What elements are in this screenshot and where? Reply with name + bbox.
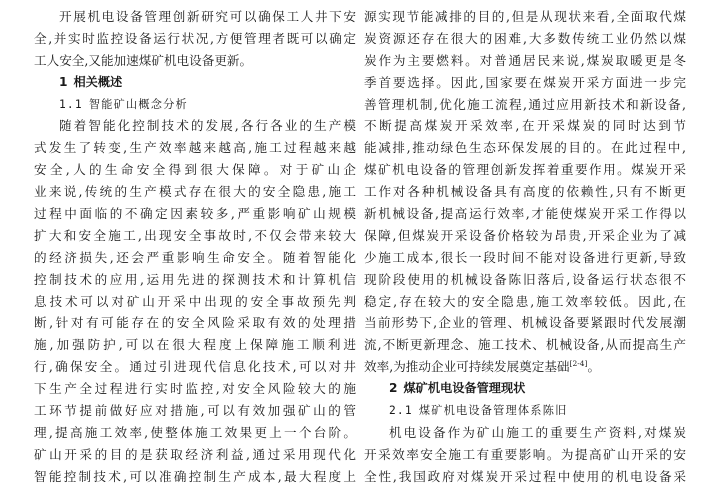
section-title: 相关概述 xyxy=(73,74,123,89)
body-text-line: 开展机电设备管理创新研究可以确保工人井下安 xyxy=(59,9,356,24)
body-text-line: 工环节提前做好应对措施,可以有效加强矿山的管 xyxy=(34,403,356,419)
body-text-line: 现阶段使用的机械设备陈旧落后,设备运行状态很不 xyxy=(364,271,686,287)
body-text-line: 智能控制技术,可以准确控制生产成本,最大程度上 xyxy=(34,468,356,484)
subsection-title: 智能矿山概念分析 xyxy=(88,97,188,111)
section-number: 2 xyxy=(389,381,398,396)
body-text-line: 行,确保安全。通过引进现代信息化技术,可以对井 xyxy=(34,359,356,375)
body-text-line: 施,加强防护,可以在很大程度上保障施工顺利进 xyxy=(34,337,356,353)
subsection-title: 煤矿机电设备管理体系陈旧 xyxy=(418,404,568,418)
body-text-line: 炭资源还存在很大的困难,大多数传统工业仍然以煤 xyxy=(364,30,686,46)
body-text: 。 xyxy=(587,359,601,375)
body-text-line: 善管理机制,优化施工流程,通过应用新技术和新设备, xyxy=(364,96,686,112)
subsection-heading-2-1 xyxy=(364,400,686,422)
body-text-line: 式发生了转变,生产效率越来越高,施工过程越来越 xyxy=(34,140,356,156)
body-text-line: 全性,我国政府对煤炭开采过程中使用的机电设备采 xyxy=(364,468,686,484)
body-text-line: 保障,但煤炭开采设备价格较为昂贵,开采企业为了减 xyxy=(364,227,686,243)
body-text-line: 随着智能化控制技术的发展,各行各业的生产模 xyxy=(59,118,356,134)
body-text-line: 安全,人的生命安全得到很大保障。对于矿山企 xyxy=(34,162,356,178)
body-text-line: 息技术可以对矿山开采中出现的安全事故预先判 xyxy=(34,293,356,309)
body-text-line: 工人安全,又能加速煤矿机电设备更新。 xyxy=(34,52,253,68)
body-text-line: 稳定,存在较大的安全隐患,施工效率较低。因此,在 xyxy=(364,293,686,309)
body-text-line: 流,不断更新理念、施工技术、机械设备,从而提高生产 xyxy=(364,337,686,353)
body-text-line: 全,并实时监控设备运行状况,方便管理者既可以确定 xyxy=(34,30,356,46)
body-text-line: 断,针对有可能存在的安全风险采取有效的处理措 xyxy=(34,315,356,331)
body-text-line: 不断提高煤炭开采效率,在开采煤炭的同时达到节 xyxy=(364,118,686,134)
body-text-line-with-citation xyxy=(364,356,686,378)
body-text-line: 矿山开采的目的是获取经济利益,通过采用现代化 xyxy=(34,446,356,462)
body-text-line: 机电设备作为矿山施工的重要生产资料,对煤炭 xyxy=(389,424,686,440)
body-text-line: 当前形势下,企业的管理、机械设备要紧跟时代发展潮 xyxy=(364,315,686,331)
body-text-line: 源实现节能减排的目的,但是从现状来看,全面取代煤 xyxy=(364,9,686,24)
citation-ref: [2-4] xyxy=(569,359,588,369)
subsection-number: 2.1 xyxy=(389,404,413,418)
body-text-line: 少施工成本,很长一段时间不能对设备进行更新,导致 xyxy=(364,249,686,265)
section-heading-2 xyxy=(364,378,686,400)
body-text-line: 过程中面临的不确定因素较多,严重影响矿山规模 xyxy=(34,206,356,222)
body-text-line: 下生产全过程进行实时监控,对安全风险较大的施 xyxy=(34,381,356,397)
body-text-line: 开采效率安全施工有重要影响。为提高矿山开采的安 xyxy=(364,446,686,462)
body-text-line: 能减排,推动绿色生态环保发展的目的。在此过程中, xyxy=(364,140,686,156)
left-column xyxy=(34,6,356,488)
body-text-line: 炭作为主要燃料。对普通居民来说,煤炭取暖更是冬 xyxy=(364,52,686,68)
body-text-line: 扩大和安全施工,出现安全事故时,不仅会带来较大 xyxy=(34,227,356,243)
section-number: 1 xyxy=(59,74,68,89)
body-text-line: 的经济损失,还会严重影响生命安全。随着智能化 xyxy=(34,249,356,265)
body-text-line: 控制技术的应用,运用先进的探测技术和计算机信 xyxy=(34,271,356,287)
body-text-line: 业来说,传统的生产模式存在很大的安全隐患,施工 xyxy=(34,184,356,200)
body-text-line: 新机械设备,提高运行效率,才能使煤炭开采工作得以 xyxy=(364,206,686,222)
body-text: 效率,为推动企业可持续发展奠定基础 xyxy=(364,359,570,375)
right-column xyxy=(364,6,686,488)
body-text-line: 季首要选择。因此,国家要在煤炭开采方面进一步完 xyxy=(364,74,686,90)
section-title: 煤矿机电设备管理现状 xyxy=(403,381,526,396)
body-text-line: 煤矿机电设备的管理创新发挥着重要作用。煤炭开采 xyxy=(364,162,686,178)
body-text-line: 工作对各种机械设备具有高度的依赖性,只有不断更 xyxy=(364,184,686,200)
body-text-line: 理,提高施工效率,使整体施工效果更上一个台阶。 xyxy=(34,424,356,440)
subsection-number: 1.1 xyxy=(59,97,83,111)
subsection-heading-1-1 xyxy=(34,94,356,116)
section-heading-1 xyxy=(34,72,356,94)
